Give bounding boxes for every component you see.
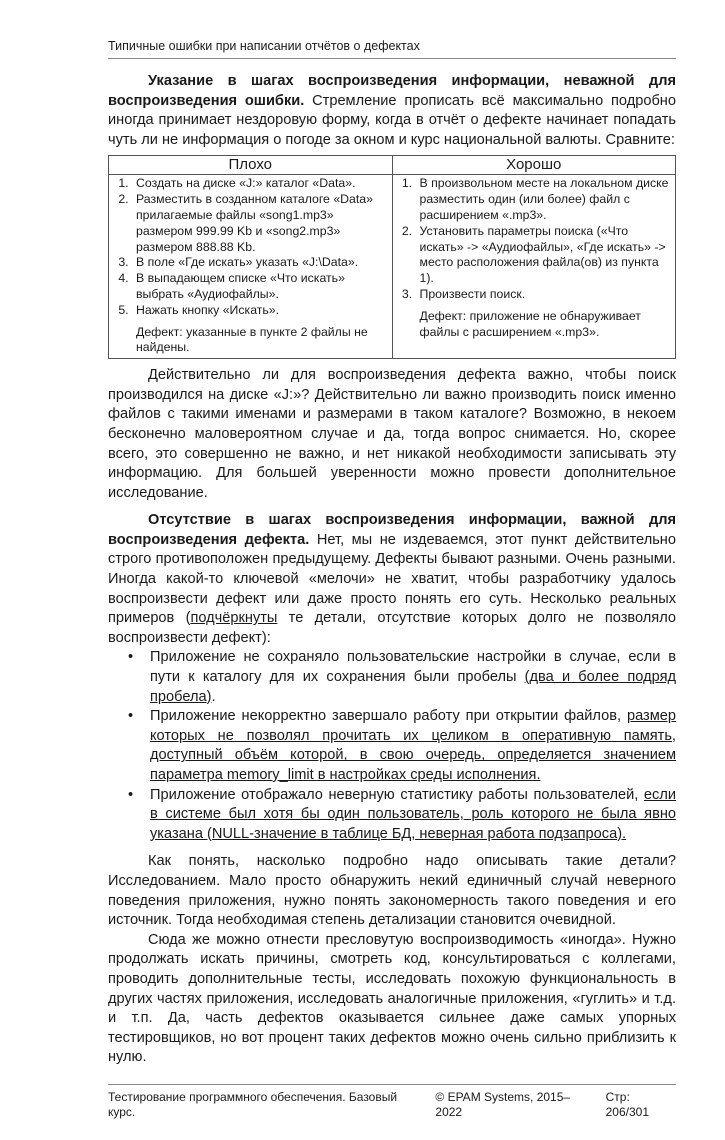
list-item: 5. Нажать кнопку «Искать». [132, 303, 386, 319]
column-header-bad: Плохо [109, 156, 393, 175]
paragraph-analysis: Действительно ли для воспроизведения дефекта важно, чтобы поиск производился на диске «J:»? Действительно ли важно производить поиск именно файлов с такими именами и размерами в таком каталоге? Возможно, в некоем бесконечно маловероятном случае и да, тогда вопрос снимается. Но, скорее всего, это совершенно не важно, и нет никакой необходимости записывать эту информацию. Для большей уверенности можно провести дополнительное исследование. [108, 367, 676, 501]
underlined-text: если в системе был хотя бы один пользователь, роль которого не была явно указана (NULL-значение в таблице БД, неверная работа подзапроса). [150, 786, 676, 842]
page-number: Стр: 206/301 [605, 1089, 650, 1119]
list-item: 1. Создать на диске «J:» каталог «Data». [132, 176, 386, 192]
list-item: 4. В выпадающем списке «Что искать» выбрать «Аудиофайлы». [132, 271, 386, 303]
bullet-icon: • [128, 649, 134, 666]
item-text: Приложение не сохраняло пользовательские настройки в случае, если в пути к каталогу для их сохранения были пробелы [150, 649, 676, 686]
comparison-table [108, 155, 676, 359]
examples-list [108, 648, 676, 844]
underlined-text: подчёркнуты [190, 610, 278, 627]
paragraph-research: Как понять, насколько подробно надо описывать такие детали? Исследованием. Мало просто обнаружить некий единичный случай неверного поведения приложения, нужно понять закономерность такого поведения и его источник. Тогда необходимая степень детализации становится очевидной. [108, 853, 676, 929]
page-content [108, 72, 676, 1068]
underlined-text: (два и более подряд пробела) [150, 669, 676, 705]
list-item: 3. Произвести поиск. [416, 287, 670, 303]
running-header: Типичные ошибки при написании отчётов о дефектах [108, 39, 676, 59]
paragraph-heading: Указание в шагах воспроизведения информации, неважной для воспроизведения ошибки. [108, 73, 676, 109]
bad-steps-list [113, 176, 386, 318]
underlined-text: размер которых не позволял прочитать их целиком в оперативную память, доступный объём которой, в свою очередь, определяется значением параметра memory_limit в настройках среды исполнения. [150, 708, 676, 784]
list-item [128, 648, 676, 707]
bad-example-cell [109, 175, 393, 359]
paragraph-text: те детали, отсутствие которых долго не позволяло воспроизвести дефект): [108, 610, 676, 646]
good-steps-list [397, 176, 670, 302]
paragraph-unimportant-info [108, 72, 676, 150]
list-item: 3. В поле «Где искать» указать «J:\Data». [132, 255, 386, 271]
bad-defect-text: Дефект: указанные в пункте 2 файлы не найдены. [136, 324, 368, 355]
paragraph-text: Стремление прописать всё максимально подробно иногда принимает нездоровую форму, когда в отчёт о дефекте начинает попадать чуть ли не информация о погоде за окном и курс национальной валюты. Сравните: [108, 92, 676, 148]
good-example-cell [392, 175, 676, 359]
column-header-good: Хорошо [392, 156, 676, 175]
bullet-icon: • [128, 708, 134, 725]
paragraph-text: Нет, мы не издеваемся, этот пункт действительно строго противоположен предыдущему. Дефекты бывают разными. Очень разными. Иногда какой-то ключевой «мелочи» не хватит, чтобы разработчику удалось воспроизвести дефект или даже просто понять его суть. Несколько реальных примеров ( [108, 531, 676, 627]
list-item [128, 786, 676, 845]
bullet-icon: • [128, 786, 134, 803]
paragraph-sometimes: Сюда же можно отнести пресловутую воспроизводимость «иногда». Нужно продолжать искать причины, смотреть код, консультироваться с коллегами, проводить дополнительные тесты, исследовать похожую функциональность в других частях приложения, исследовать аналогичные приложения, «гуглить» и т.д. и т.п. Да, часть дефектов оказывается сильнее даже самых упорных тестировщиков, но вот процент таких дефектов можно очень сильно приблизить к нулю. [108, 931, 676, 1066]
copyright: © EPAM Systems, 2015–2022 [435, 1089, 571, 1119]
list-item: 1. В произвольном месте на локальном диске разместить один (или более) файл с расширением «.mp3». [416, 176, 670, 223]
paragraph-missing-info [108, 511, 676, 648]
list-item [128, 707, 676, 785]
list-item: 2. Установить параметры поиска («Что искать» -> «Аудиофайлы», «Где искать» -> место расположения файла(ов) из пункта 1). [416, 224, 670, 287]
item-text: Приложение некорректно завершало работу при открытии файлов, [150, 708, 627, 725]
page-footer [108, 1084, 676, 1120]
item-text: . [211, 688, 216, 705]
paragraph-heading: Отсутствие в шагах воспроизведения информации, важной для воспроизведения дефекта. [108, 512, 676, 548]
good-defect-text: Дефект: приложение не обнаруживает файлы с расширением «.mp3». [419, 308, 641, 339]
book-title: Тестирование программного обеспечения. Базовый курс. [108, 1089, 398, 1119]
spacer [108, 1068, 676, 1084]
item-text: Приложение отображало неверную статистику работы пользователей, [150, 786, 644, 803]
list-item: 2. Разместить в созданном каталоге «Data» прилагаемые файлы «song1.mp3» размером 999.99 Kb и «song2.mp3» размером 888.88 Kb. [132, 192, 386, 255]
